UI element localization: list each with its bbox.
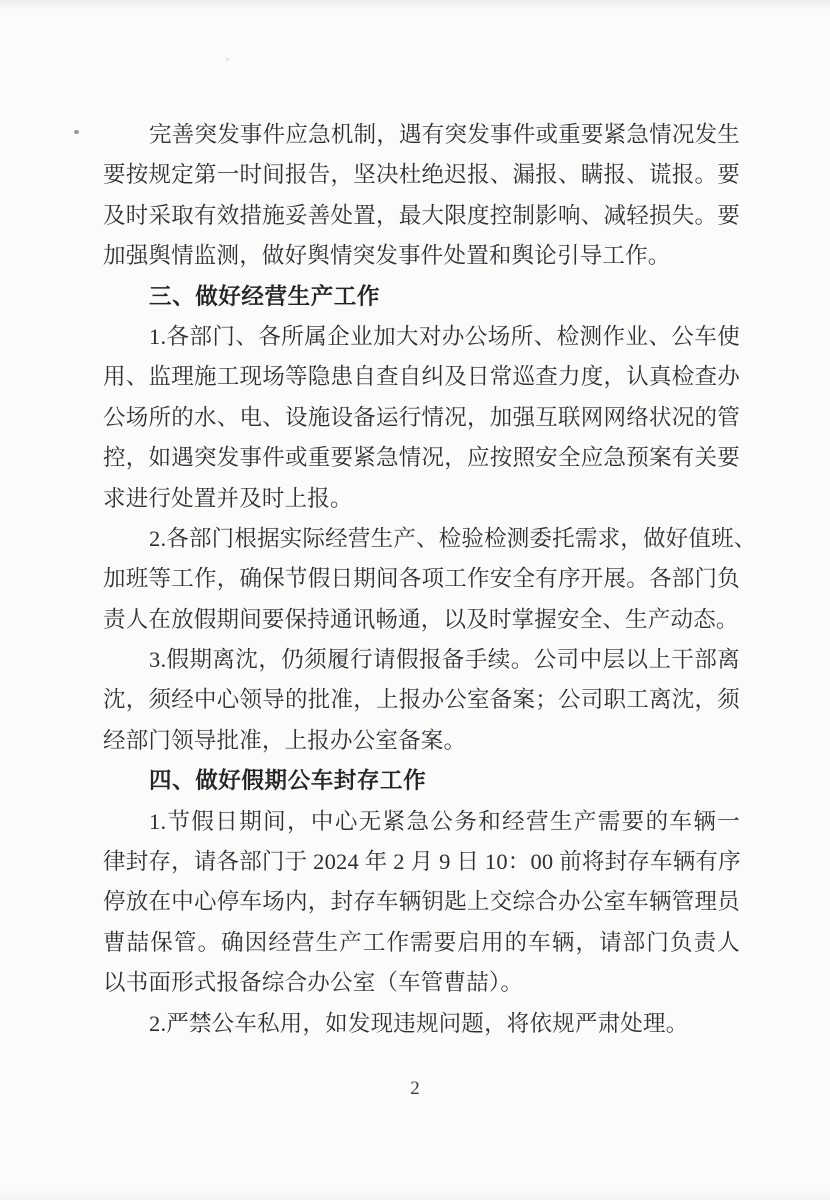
paragraph-line: 控，如遇突发事件或重要紧急情况，应按照安全应急预案有关要 <box>103 445 740 471</box>
page-number: 2 <box>410 1078 420 1099</box>
scan-speck <box>226 58 229 61</box>
paragraph-line: 2.各部门根据实际经营生产、检验检测委托需求，做好值班、 <box>149 525 757 551</box>
paragraph-line: 要按规定第一时间报告，坚决杜绝迟报、漏报、瞒报、谎报。要 <box>103 162 740 188</box>
paragraph-line: 停放在中心停车场内，封存车辆钥匙上交综合办公室车辆管理员 <box>103 889 740 915</box>
paragraph-line: 3.假期离沈，仍须履行请假报备手续。公司中层以上干部离 <box>149 647 740 673</box>
paragraph-line: 沈，须经中心领导的批准，上报办公室备案；公司职工离沈，须 <box>103 687 740 713</box>
section-heading-3: 三、做好经营生产工作 <box>149 283 381 309</box>
paragraph-line: 公场所的水、电、设施设备运行情况，加强互联网网络状况的管 <box>103 404 740 430</box>
scan-speck <box>74 130 79 134</box>
paragraph-line: 加强舆情监测，做好舆情突发事件处置和舆论引导工作。 <box>103 243 671 269</box>
document-body <box>103 115 757 1044</box>
paragraph-line: 求进行处置并及时上报。 <box>103 485 353 511</box>
paragraph-line: 责人在放假期间要保持通讯畅通，以及时掌握安全、生产动态。 <box>103 606 739 632</box>
section-heading-4: 四、做好假期公车封存工作 <box>149 768 427 794</box>
paragraph-line: 1.节假日期间，中心无紧急公务和经营生产需要的车辆一 <box>149 808 740 834</box>
paragraph-line: 用、监理施工现场等隐患自查自纠及日常巡查力度，认真检查办 <box>103 364 740 390</box>
paragraph-line: 以书面形式报备综合办公室（车管曹喆）。 <box>103 970 524 996</box>
paragraph-line: 律封存，请各部门于 2024 年 2 月 9 日 10：00 前将封存车辆有序 <box>103 849 741 875</box>
paragraph-line: 及时采取有效措施妥善处置，最大限度控制影响、减轻损失。要 <box>103 202 740 228</box>
paragraph-line: 1.各部门、各所属企业加大对办公场所、检测作业、公车使 <box>149 323 740 349</box>
paragraph-line: 曹喆保管。确因经营生产工作需要启用的车辆，请部门负责人 <box>103 929 740 955</box>
paragraph-line: 加班等工作，确保节假日期间各项工作安全有序开展。各部门负 <box>103 566 740 592</box>
paragraph-line: 完善突发事件应急机制，遇有突发事件或重要紧急情况发生 <box>149 122 740 147</box>
paragraph-line: 经部门领导批准，上报办公室备案。 <box>103 727 467 753</box>
paragraph-line: 2.严禁公车私用，如发现违规问题，将依规严肃处理。 <box>149 1010 689 1036</box>
